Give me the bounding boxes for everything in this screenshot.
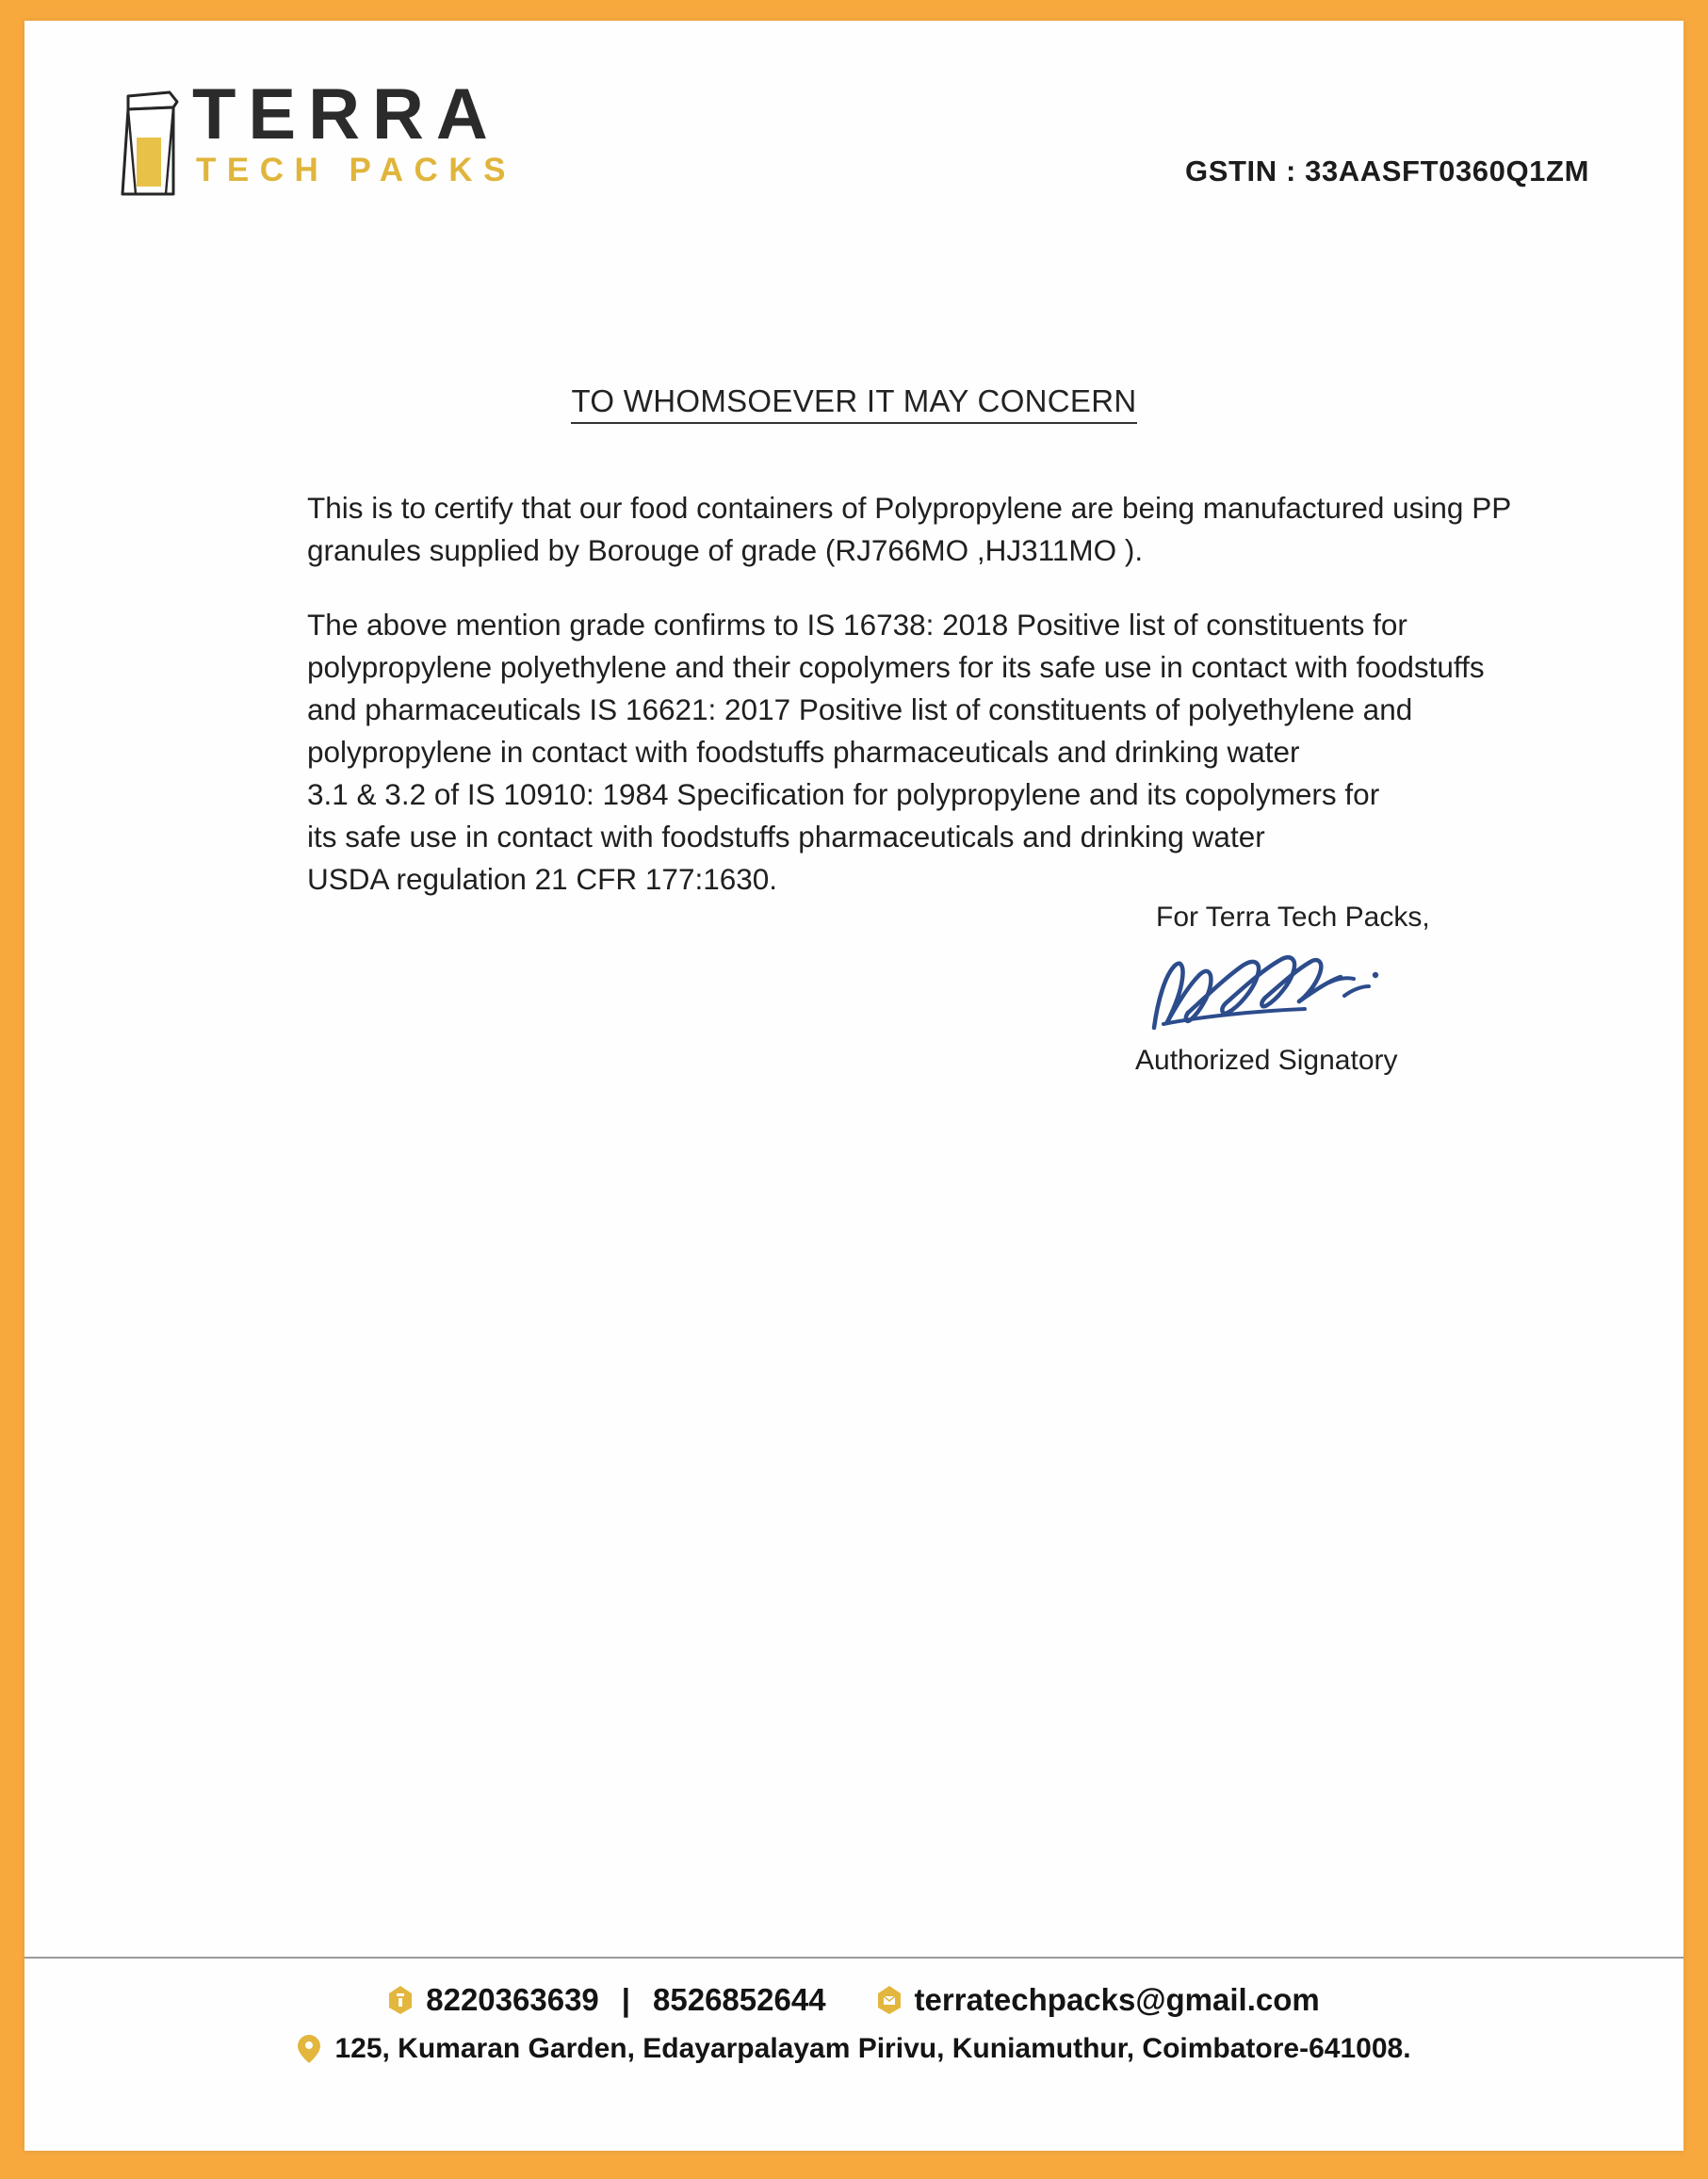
paragraph-2-line-5: 3.1 & 3.2 of IS 10910: 1984 Specification for polypropylene and its copolymers for — [307, 777, 1380, 811]
document-title — [24, 383, 1684, 419]
footer-address-line — [24, 2033, 1684, 2065]
pouch-bag-icon — [115, 89, 185, 200]
footer-address-text: 125, Kumaran Garden, Edayarpalayam Pirivu, Kuniamuthur, Coimbatore-641008. — [334, 2033, 1411, 2064]
brand-tagline: TECH PACKS — [196, 152, 516, 189]
brand-wordmark — [192, 74, 516, 189]
paragraph-2-line-6: its safe use in contact with foodstuffs pharmaceuticals and drinking water — [307, 820, 1265, 854]
footer-phone-separator: | — [621, 1982, 631, 2017]
gstin-number: GSTIN : 33AASFT0360Q1ZM — [1185, 154, 1589, 187]
paragraph-2-line-2: polypropylene polyethylene and their copolymers for its safe use in contact with foodstuffs — [307, 650, 1485, 684]
signature-for-line: For Terra Tech Packs, — [1156, 902, 1430, 933]
page-footer — [24, 1982, 1684, 2065]
paragraph-1-line-1: This is to certify that our food containers of Polypropylene are being manufactured using PP — [307, 491, 1512, 525]
paragraph-1-line-2: granules supplied by Borouge of grade (RJ766MO ,HJ311MO ). — [307, 533, 1144, 567]
document-sheet — [24, 21, 1684, 2151]
footer-phone-secondary: 8526852644 — [653, 1982, 826, 2017]
footer-divider — [24, 1957, 1684, 1959]
brand-name: TERRA — [192, 74, 500, 154]
authorized-signatory-label: Authorized Signatory — [1135, 1045, 1398, 1076]
handwritten-signature — [1128, 937, 1523, 1050]
page-header — [24, 68, 1684, 228]
mail-badge-icon — [877, 1985, 902, 2015]
company-logo — [115, 74, 516, 200]
paragraph-1 — [307, 487, 1533, 572]
document-title-text: TO WHOMSOEVER IT MAY CONCERN — [571, 383, 1136, 424]
footer-phone-primary: 8220363639 — [426, 1982, 599, 2017]
location-pin-icon — [297, 2034, 321, 2064]
paragraph-2-line-3: and pharmaceuticals IS 16621: 2017 Positive list of constituents of polyethylene and — [307, 692, 1413, 726]
paragraph-2-line-7: USDA regulation 21 CFR 177:1630. — [307, 862, 778, 896]
phone-badge-icon — [388, 1985, 413, 2015]
document-body — [307, 487, 1533, 933]
paragraph-2-line-1: The above mention grade confirms to IS 16738: 2018 Positive list of constituents for — [307, 608, 1407, 642]
paragraph-2-line-4: polypropylene in contact with foodstuffs pharmaceuticals and drinking water — [307, 735, 1300, 769]
certificate-page — [24, 21, 1684, 2151]
signature-block — [1128, 902, 1523, 1077]
paragraph-2 — [307, 604, 1533, 901]
footer-contact-line — [24, 1982, 1684, 2018]
footer-email[interactable]: terratechpacks@gmail.com — [914, 1982, 1320, 2017]
